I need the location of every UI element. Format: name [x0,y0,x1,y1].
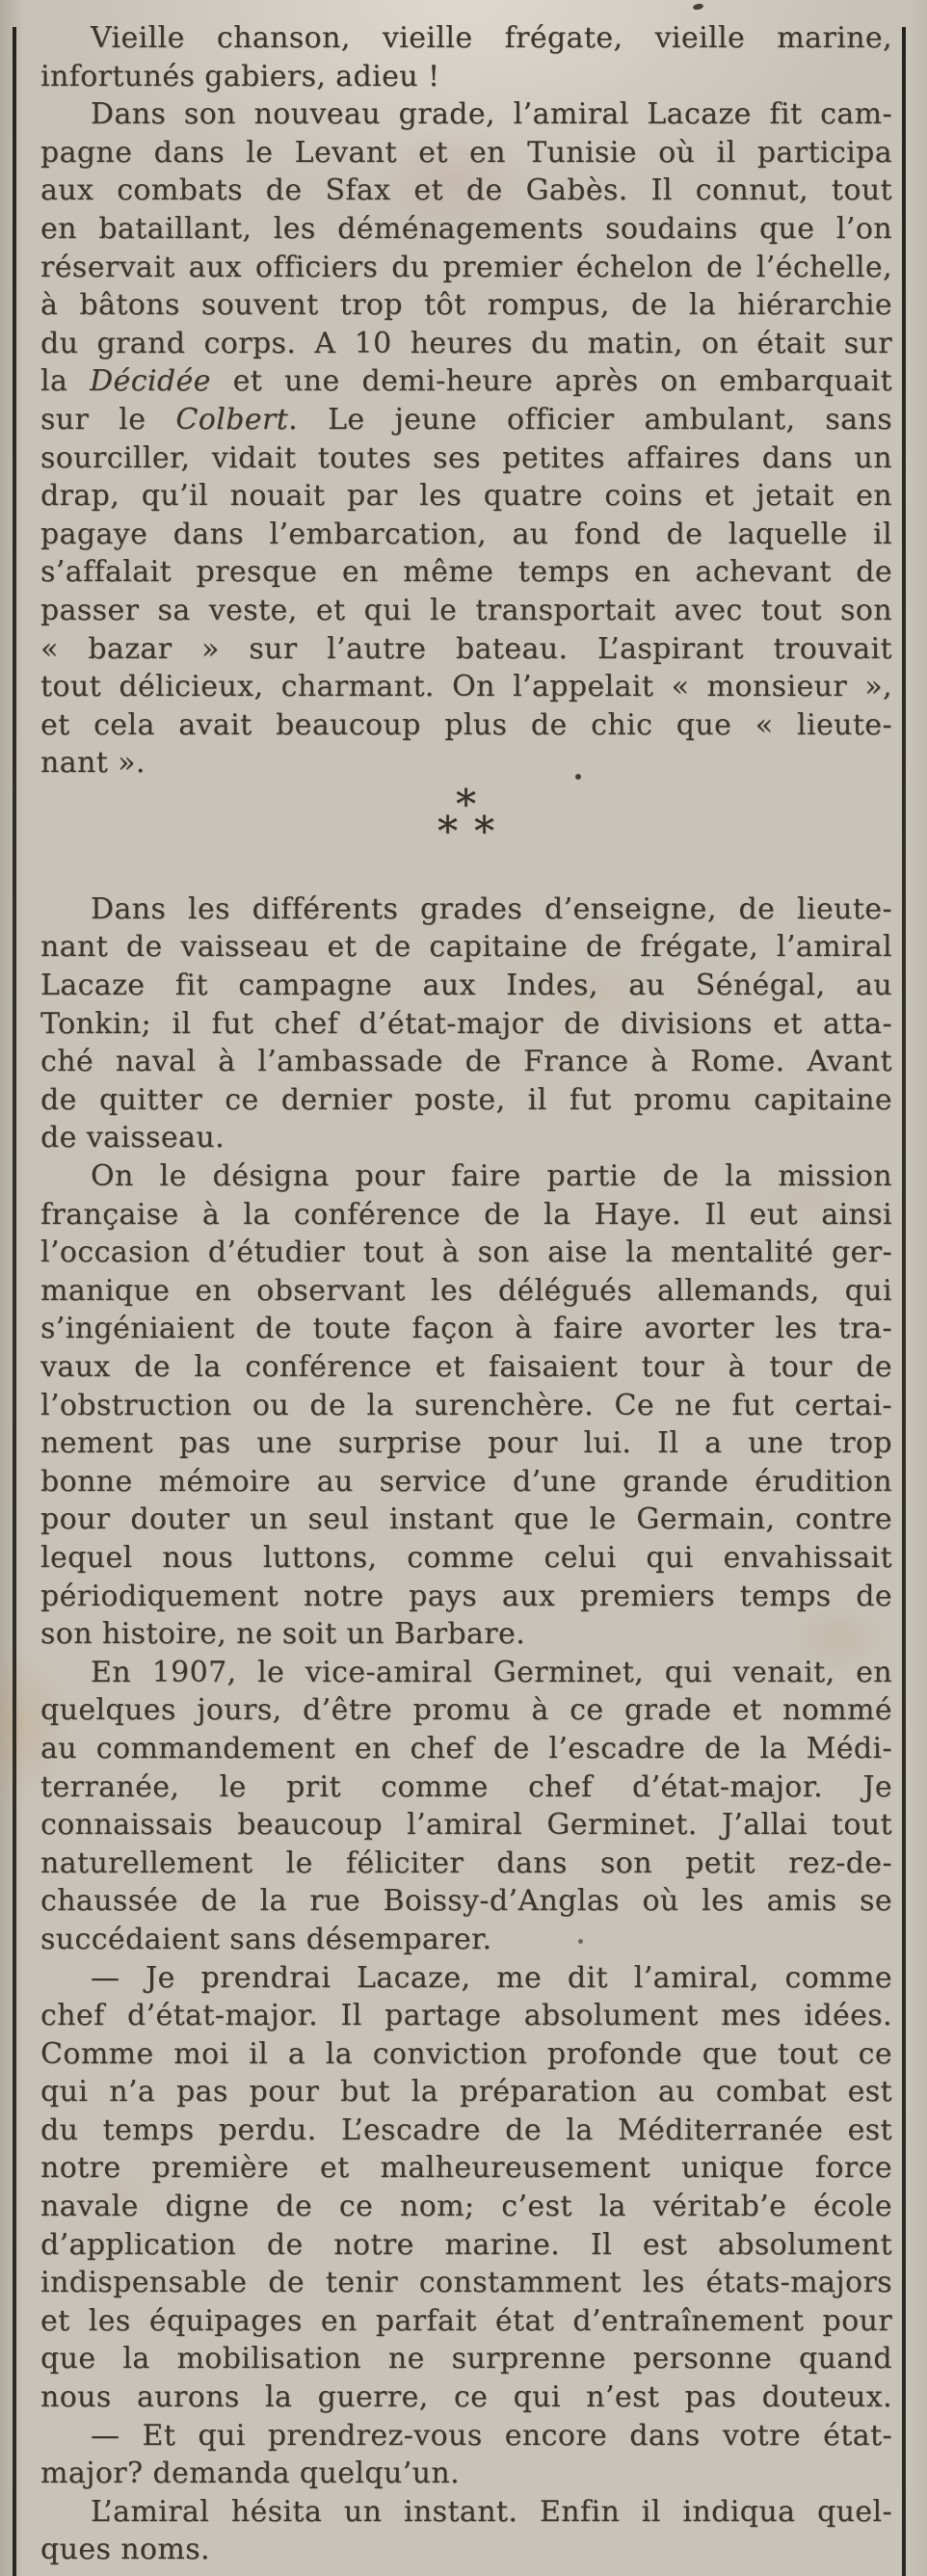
text-line: l’obstruction ou de la surenchère. Ce ne fut certai- [40,1388,892,1422]
paragraph [40,2493,892,2569]
asterisk-icon: * [456,780,476,828]
text-line: son histoire, ne soit un Barbare. [40,1617,526,1652]
text-line: indispensable de tenir constamment les états-majors [40,2266,892,2300]
text-line: lequel nous luttons, comme celui qui envahissait [40,1540,892,1575]
text-line: et cela avait beaucoup plus de chic que « lieute- [40,707,892,742]
text-line: major? demanda quelqu’un. [40,2456,461,2491]
text-line: du temps perdu. L’escadre de la Méditerranée est [40,2112,892,2147]
text-line: Dans les différents grades d’enseigne, de lieute- [91,891,892,926]
text-line: s’affalait presque en même temps en achevant de [40,555,892,590]
text-line: bonne mémoire au service d’une grande érudition [40,1464,892,1499]
text-line: s’ingéniaient de toute façon à faire avorter les tra- [40,1312,892,1346]
text-line: nous aurons la guerre, ce qui n’est pas douteux. [40,2380,892,2415]
text-line: française à la conférence de la Haye. Il eut ainsi [40,1197,892,1232]
text-line: Vieille chanson, vieille frégate, vieille marine, [91,21,892,55]
text-line: — Je prendrai Lacaze, me dit l’amiral, comme [91,1960,892,1995]
text-line: au commandement en chef de l’escadre de la Médi- [40,1731,892,1766]
text-line: Dans son nouveau grade, l’amiral Lacaze fit cam- [91,97,892,132]
text-line: sourciller, vidait toutes ses petites affaires dans un [40,440,892,475]
text-line: nant de vaisseau et de capitaine de frégate, l’amiral [40,930,892,965]
asterisk-icon: * [474,807,494,855]
text-line: de quitter ce dernier poste, il fut promu capitaine [40,1082,892,1117]
text-line: aux combats de Sfax et de Gabès. Il connut, tout [40,173,892,208]
asterisk-icon: * [437,807,458,855]
text-line: à bâtons souvent trop tôt rompus, de la hiérarchie [40,288,892,323]
text-line: Comme moi il a la conviction profonde que tout ce [40,2036,892,2071]
ship-name-italic: Décidée [90,364,211,399]
text-line: drap, qu’il nouait par les quatre coins et jetait en [40,479,892,514]
text-line: vaux de la conférence et faisaient tour à tour de [40,1350,892,1384]
text-line: chef d’état-major. Il partage absolument mes idées. [40,1999,892,2033]
left-column-rule [13,27,16,2576]
paragraph [40,1654,892,1959]
paragraph [40,19,892,95]
text-line: tout délicieux, charmant. On l’appelait « monsieur », [40,670,892,704]
text-line: la Décidée et une demi-heure après on embarquait [40,364,892,399]
text-line: sur le Colbert. Le jeune officier ambulant, sans [40,402,892,437]
text-line: naturellement le féliciter dans son petit rez-de- [40,1846,892,1880]
text-line: chaussée de la rue Boissy-d’Anglas où les amis se [40,1884,892,1919]
text-line: L’amiral hésita un instant. Enfin il indiqua quel- [91,2494,892,2529]
text-line: qui n’a pas pour but la préparation au combat est [40,2075,892,2110]
paragraph [40,1157,892,1654]
text-line: périodiquement notre pays aux premiers temps de [40,1579,892,1613]
text-line: notre première et malheureusement unique force [40,2151,892,2186]
text-line: navale digne de ce nom; c’est la véritab’e école [40,2190,892,2224]
text-line: infortunés gabiers, adieu ! [40,59,440,93]
text-line: d’application de notre marine. Il est absolument [40,2227,892,2262]
text-line: pagne dans le Levant et en Tunisie où il participa [40,135,892,170]
paragraph [40,1959,892,2417]
text-line: « bazar » sur l’autre bateau. L’aspirant trouvait [40,631,892,666]
text-line: succédaient sans désemparer. [40,1922,492,1956]
section-separator [40,780,892,890]
text-line: nement pas une surprise pour lui. Il a une trop [40,1426,892,1461]
text-line: en bataillant, les déménagements soudains que l’on [40,211,892,246]
text-line: terranée, le prit comme chef d’état-major. Je [40,1769,892,1804]
text-line: — Et qui prendrez-vous encore dans votre état- [91,2418,892,2453]
ink-speck [692,3,703,11]
text-line: manique en observant les délégués allemands, qui [40,1273,892,1308]
article-text [40,19,892,2569]
text-line: ques noms. [40,2533,210,2567]
text-line: quelques jours, d’être promu à ce grade et nommé [40,1693,892,1728]
text-line: connaissais beaucoup l’amiral Germinet. J’allai tout [40,1808,892,1843]
text-line: du grand corps. A 10 heures du matin, on était sur [40,326,892,360]
text-line: passer sa veste, et qui le transportait avec tout son [40,593,892,627]
text-line: ché naval à l’ambassade de France à Rome. Avant [40,1045,892,1079]
right-column-rule [902,27,906,2576]
text-line: que la mobilisation ne surprenne personne quand [40,2342,892,2377]
text-line: l’occasion d’étudier tout à son aise la mentalité ger- [40,1235,892,1270]
text-line: En 1907, le vice-amiral Germinet, qui venait, en [91,1655,892,1689]
text-line: Tonkin; il fut chef d’état-major de divisions et atta- [40,1006,892,1041]
text-line: pagaye dans l’embarcation, au fond de laquelle il [40,517,892,551]
text-line: pour douter un seul instant que le Germain, contre [40,1502,892,1537]
paragraph [40,2417,892,2493]
text-line: On le désigna pour faire partie de la mission [91,1159,892,1194]
text-line: nant ». [40,746,146,781]
paragraph [40,95,892,783]
text-line: et les équipages en parfait état d’entraînement pour [40,2303,892,2338]
paragraph [40,890,892,1157]
ship-name-italic: Colbert [175,402,289,437]
text-line: de vaisseau. [40,1121,225,1155]
text-line: réservait aux officiers du premier échelon de l’échelle, [40,250,892,284]
text-line: Lacaze fit campagne aux Indes, au Sénégal, au [40,969,892,1003]
